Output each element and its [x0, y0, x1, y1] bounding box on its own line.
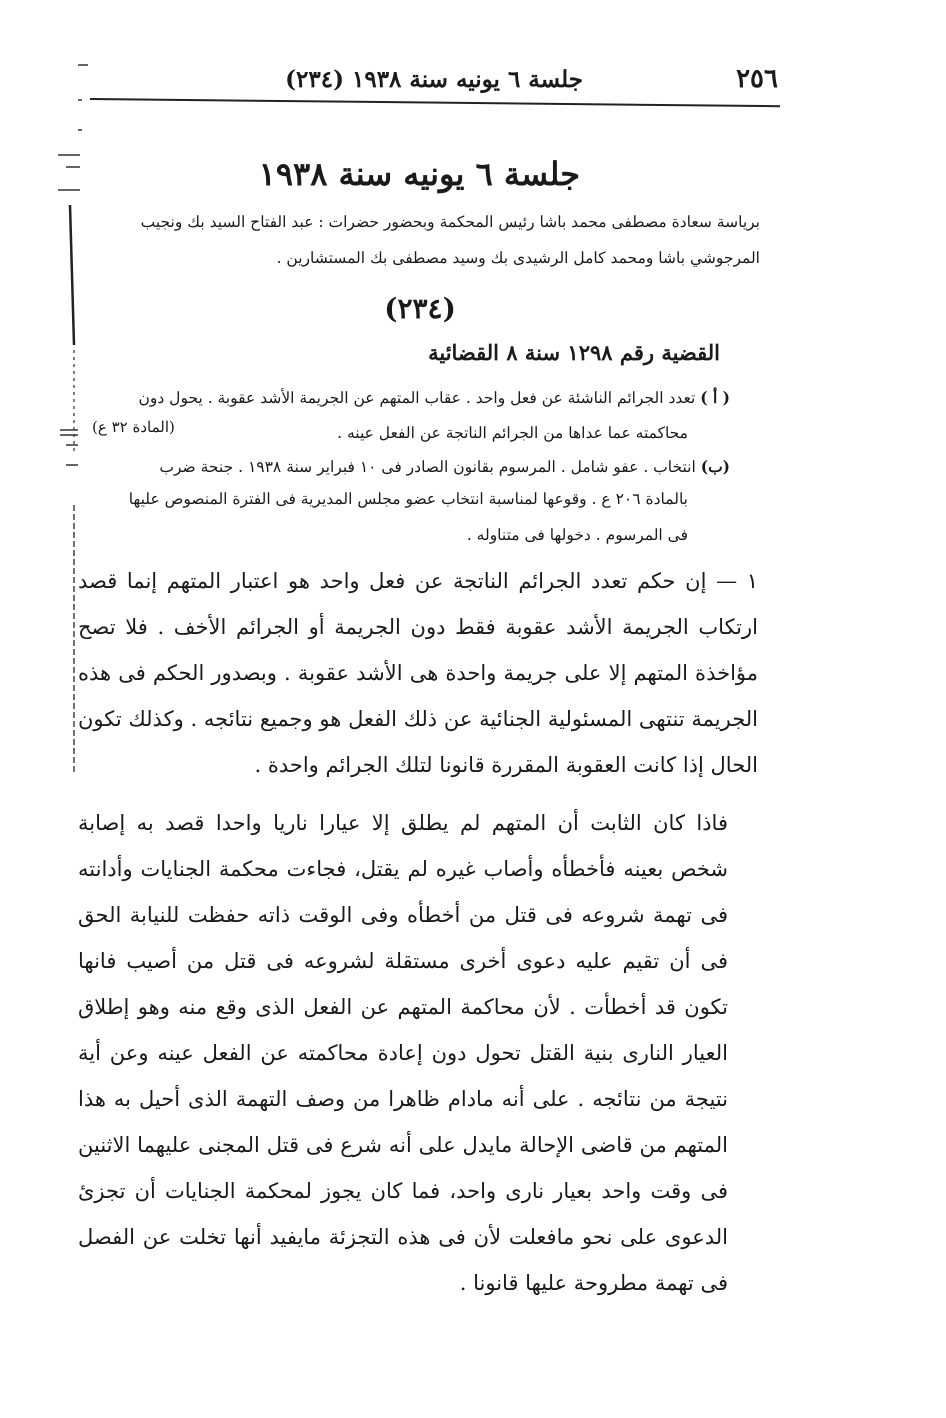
presidency-note: برياسة سعادة مصطفى محمد باشا رئيس المحكمة وبحضور حضرات : عبد الفتاح السيد بك ونجيب المرجوشي باشا ومحمد كامل الرشيدى بك وسيد مصطفى بك المستشارين . — [140, 213, 760, 267]
summary-item-b-line1 — [80, 452, 730, 482]
summary-item-b-line2: بالمادة ٢٠٦ ع . وقوعها لمناسبة انتخاب عضو مجلس المديرية فى الفترة المنصوص عليها — [128, 490, 688, 508]
paragraph-1 — [78, 558, 758, 788]
case-number: القضية رقم ١٢٩٨ سنة ٨ القضائية — [428, 340, 720, 365]
page-number: ٢٥٦ — [736, 64, 778, 94]
summary-item-a-line2: محاكمته عما عداها من الجرائم الناتجة عن الفعل عينه . — [337, 424, 688, 442]
summary-item-b-line3: فى المرسوم . دخولها فى متناوله . — [466, 526, 688, 544]
summary-item-a-label: ( أ ) — [700, 388, 730, 407]
summary-item-b-label: (ب) — [700, 457, 730, 476]
running-title: جلسة ٦ يونيه سنة ١٩٣٨ (٢٣٤) — [285, 66, 583, 93]
summary-item-b-text: انتخاب . عفو شامل . المرسوم بقانون الصادر فى ١٠ فبراير سنة ١٩٣٨ . جنحة ضرب — [159, 458, 696, 476]
paragraph-2-text: فاذا كان الثابت أن المتهم لم يطلق إلا عيارا ناريا واحدا قصد به إصابة شخص بعينه فأخطأه وأصاب غيره لم يقتل، فجاءت محكمة الجنايات وأدانته فى تهمة شروعه فى قتل من أخطأه وفى الوقت ذاته حفظت للنيابة الحق فى أن تقيم عليه دعوى أخرى مستقلة لشروعه فى قتل من أصيب فانها تكون قد أخطأت . لأن محاكمة المتهم عن الفعل الذى وقع منه وهو إطلاق العيار النارى بنية القتل تحول دون إعادة محاكمته عن الفعل عينه وعن أية نتيجة من نتائجه . على أنه مادام ظاهرا من وصف التهمة الذى أحيل به هذا المتهم من قاضى الإحالة مايدل على أنه شرع فى قتل المجنى عليهما الاثنين فى وقت واحد بعيار نارى واحد، فما كان يجوز لمحكمة الجنايات أن تجزئ الدعوى على نحو مافعلت لأن فى هذه التجزئة مايفيد أنها تخلت عن الفصل فى تهمة مطروحة عليها قانونا . — [78, 811, 728, 1295]
session-title: جلسة ٦ يونيه سنة ١٩٣٨ — [258, 155, 580, 193]
summary-item-a-line1 — [80, 383, 730, 413]
ruling-number: (٢٣٤) — [384, 292, 456, 325]
paragraph-2 — [78, 800, 758, 1306]
summary-item-a-text: تعدد الجرائم الناشئة عن فعل واحد . عقاب المتهم عن الجريمة الأشد عقوبة . يحول دون — [138, 389, 696, 407]
page-header — [88, 64, 778, 100]
summary-item-a-article: (المادة ٣٢ ع) — [92, 418, 175, 436]
paragraph-1-text: ١ — إن حكم تعدد الجرائم الناتجة عن فعل واحد هو اعتبار المتهم إنما قصد ارتكاب الجريمة الأشد عقوبة فقط دون الجريمة أو الجرائم الأخف . فلا تصح مؤاخذة المتهم إلا على جريمة واحدة هى الأشد عقوبة . وبصدور الحكم فى هذه الجريمة تنتهى المسئولية الجنائية عن ذلك الفعل هو وجميع نتائجه . وكذلك تكون الحال إذا كانت العقوبة المقررة قانونا لتلك الجرائم واحدة . — [78, 569, 758, 777]
